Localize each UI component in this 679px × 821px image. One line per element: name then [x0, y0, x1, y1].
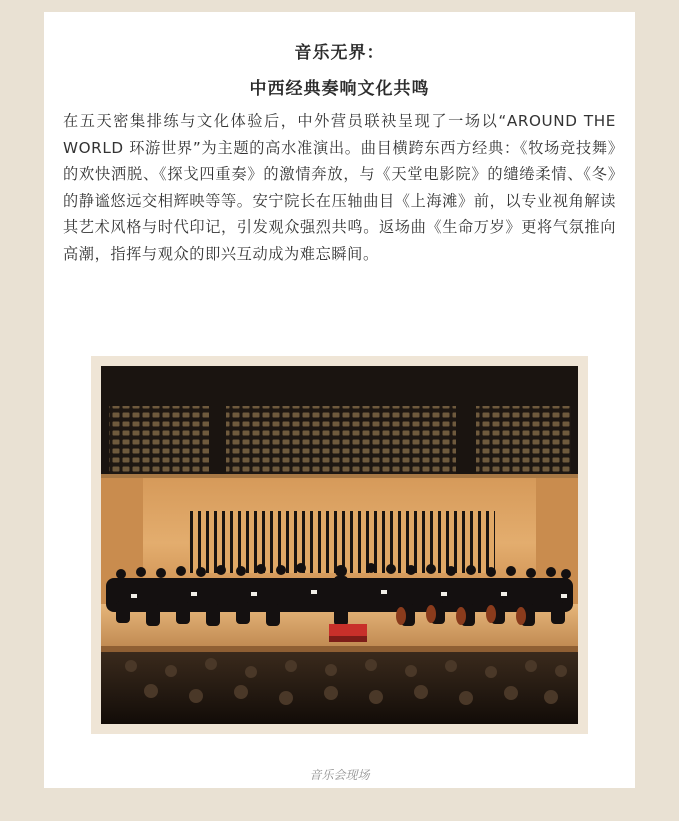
article-body — [63, 108, 616, 267]
photo-frame — [91, 356, 588, 734]
article-title-line1: 音乐无界： — [294, 43, 385, 63]
photo-caption: 音乐会现场 — [309, 768, 370, 782]
article-card — [44, 12, 635, 788]
article-paragraph: 在五天密集排练与文化体验后，中外营员联袂呈现了一场以“AROUND THE WORLD 环游世界”为主题的高水准演出。曲目横跨东西方经典：《牧场竞技舞》的欢快洒脱、《探戈四重奏》的激情奔放，与《天堂电影院》的缱绻柔情、《冬》的静谧悠远交相辉映等等。安宁院长在压轴曲目《上海滩》前，以专业视角解读其艺术风格与时代印记，引发观众强烈共鸣。返场曲《生命万岁》更将气氛推向高潮，指挥与观众的即兴互动成为难忘瞬间。 — [63, 112, 616, 263]
article-title-line2: 中西经典奏响文化共鸣 — [249, 79, 430, 99]
concert-photo — [101, 366, 578, 724]
